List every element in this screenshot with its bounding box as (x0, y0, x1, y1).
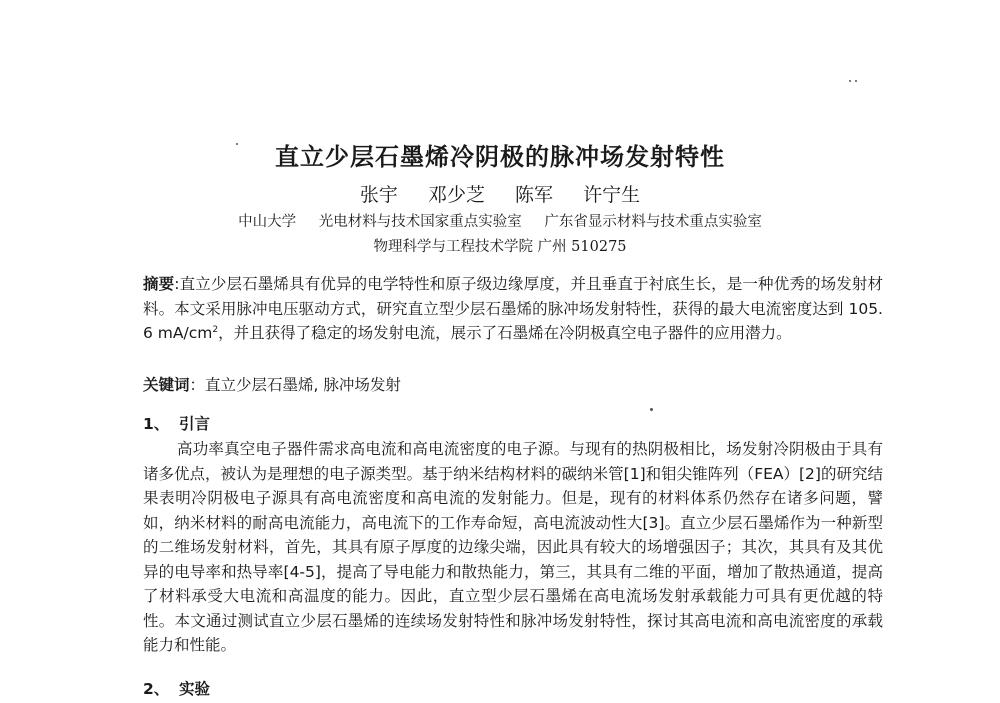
scan-speck (650, 408, 653, 411)
paper-title: 直立少层石墨烯冷阴极的脉冲场发射特性 (275, 143, 725, 171)
intro-paragraph: 高功率真空电子器件需求高电流和高电流密度的电子源。与现有的热阴极相比，场发射冷阴极由于具有诸多优点，被认为是理想的电子源类型。基于纳米结构材料的碳纳米管[1]和钼尖锥阵列（FEA）[2]的研究结果表明冷阴极电子源具有高电流密度和高电流的发射能力。但是，现有的材料体系仍然存在诸多问题，譬如，纳米材料的耐高电流能力，高电流下的工作寿命短，高电流波动性大[3]。直立少层石墨烯作为一种新型的二维场发射材料，首先，其具有原子厚度的边缘尖端，因此具有较大的场增强因子；其次，其具有及其优异的电导率和热导率[4-5]，提高了导电能力和散热能力，第三，其具有二维的平面，增加了散热通道，提高了材料承受大电流和高温度的能力。因此，直立型少层石墨烯在高电流场发射承载能力可具有更优越的特性。本文通过测试直立少层石墨烯的连续场发射特性和脉冲场发射特性，探讨其高电流和高电流密度的承载能力和性能。 (143, 440, 883, 654)
author-name: 陈军 (515, 184, 554, 206)
abstract-text: :直立少层石墨烯具有优异的电学特性和原子级边缘厚度，并且垂直于衬底生长，是一种优秀的场发射材料。本文采用脉冲电压驱动方式，研究直立型少层石墨烯的脉冲场发射特性，获得的最大电流密度达到 105. 6 mA/cm (143, 275, 883, 342)
keywords (143, 373, 883, 398)
scan-speck (236, 143, 238, 145)
section-title: 引言 (179, 415, 211, 433)
affiliation-lab-1: 光电材料与技术国家重点实验室 (318, 214, 522, 230)
abstract-text-end: ，并且获得了稳定的场发射电流，展示了石墨烯在冷阴极真空电子器件的应用潜力。 (218, 324, 792, 342)
author-name: 张宇 (359, 184, 398, 206)
scan-speck (855, 80, 857, 82)
keywords-label: 关键词 (143, 376, 190, 394)
author-list (0, 182, 1000, 208)
affiliation-university: 中山大学 (238, 214, 297, 230)
keywords-text: ：直立少层石墨烯, 脉冲场发射 (189, 376, 401, 394)
author-name: 许宁生 (583, 184, 641, 206)
section-heading-experiment (143, 677, 883, 702)
affiliation-lab-2: 广东省显示材料与技术重点实验室 (544, 214, 762, 230)
scan-speck (849, 80, 851, 82)
author-name: 邓少芝 (427, 184, 485, 206)
affiliation-line-1 (0, 212, 1000, 232)
affiliation-line-2: 物理科学与工程技术学院 广州 510275 (373, 239, 627, 255)
abstract (143, 272, 883, 346)
section-heading-intro (143, 412, 883, 437)
section-number: 2、 (143, 680, 170, 698)
section-number: 1、 (143, 415, 170, 433)
abstract-label: 摘要 (143, 275, 175, 293)
superscript: 2 (212, 324, 219, 335)
section-title: 实验 (179, 680, 211, 698)
